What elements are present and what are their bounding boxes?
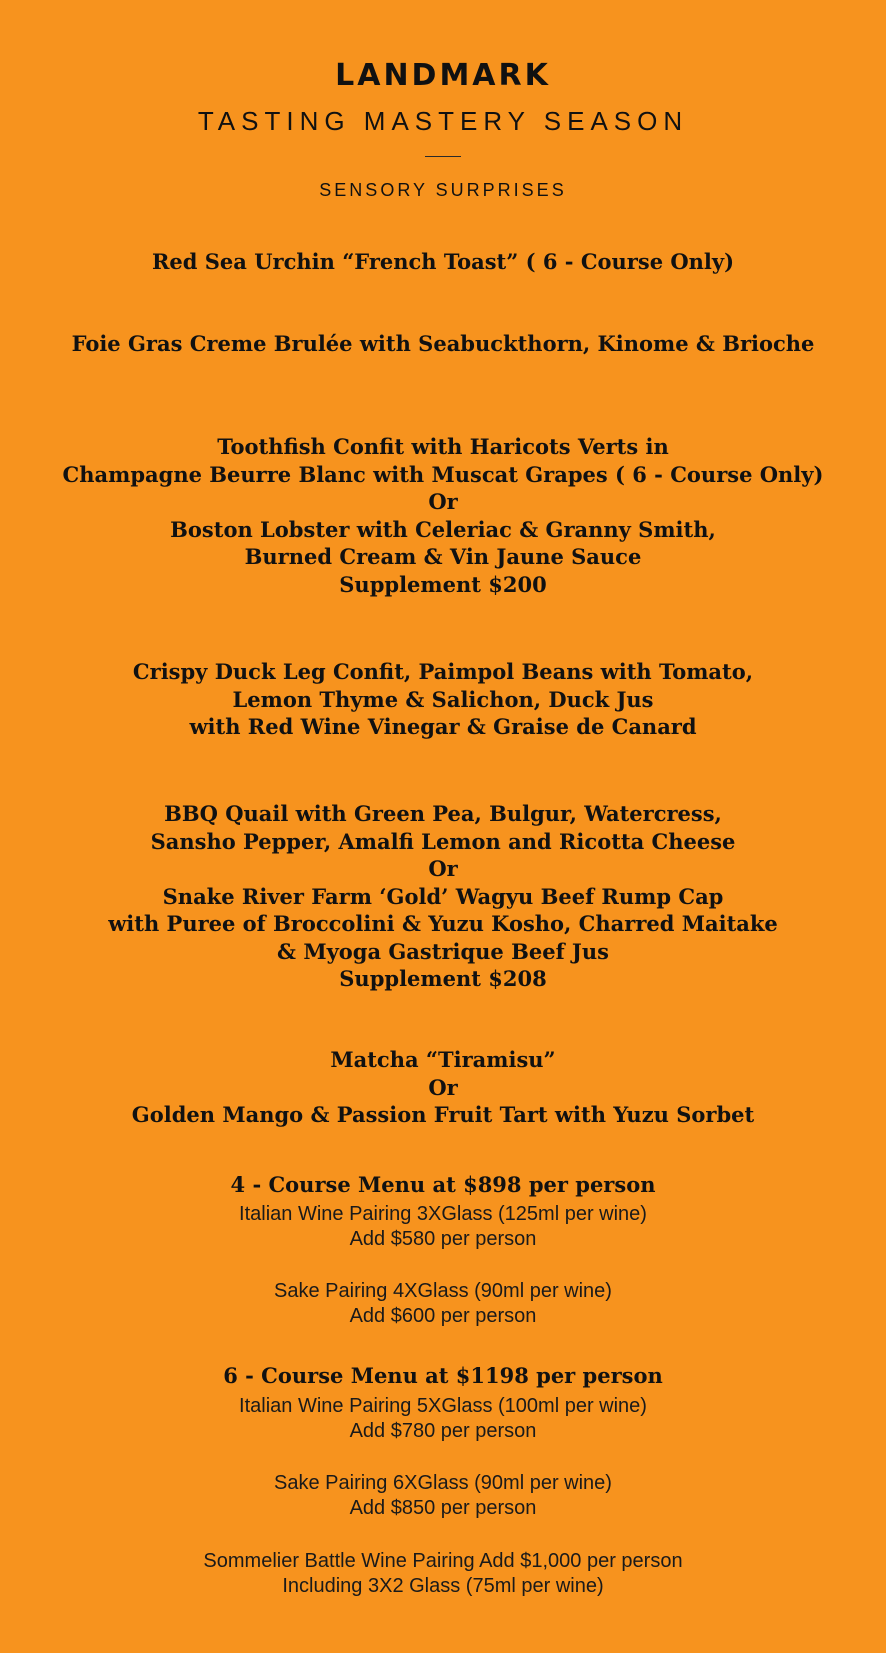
course-4 — [0, 658, 886, 741]
course-line: Burned Cream & Vin Jaune Sauce — [244, 544, 642, 569]
pairing-line: Sake Pairing 6XGlass (90ml per wine) — [274, 1472, 612, 1494]
course-line: Matcha “Tiramisu” — [330, 1047, 556, 1072]
pairing-line: Sake Pairing 4XGlass (90ml per wine) — [274, 1280, 612, 1302]
brand-title: LANDMARK — [335, 58, 551, 93]
course-line: Foie Gras Creme Brulée with Seabuckthorn, Kinome & Brioche — [71, 331, 815, 356]
course-line: Lemon Thyme & Salichon, Duck Jus — [232, 686, 654, 712]
course-2 — [0, 330, 886, 358]
pairing-line: Italian Wine Pairing 3XGlass (125ml per wine) — [239, 1203, 647, 1225]
pairing-price: Add $600 per person — [349, 1305, 537, 1327]
six-course-price: 6 - Course Menu at $1198 per person — [223, 1363, 663, 1388]
course-line: with Puree of Broccolini & Yuzu Kosho, Charred Maitake — [108, 911, 778, 936]
pairing-line: Italian Wine Pairing 5XGlass (100ml per wine) — [239, 1395, 647, 1417]
four-course-price: 4 - Course Menu at $898 per person — [230, 1172, 656, 1197]
pairing-price: Add $780 per person — [349, 1420, 537, 1442]
course-5 — [0, 800, 886, 993]
sommelier-pairing — [0, 1549, 886, 1599]
course-line: Toothfish Confit with Haricots Verts in — [217, 434, 669, 459]
course-line: Crispy Duck Leg Confit, Paimpol Beans with Tomato, — [132, 659, 754, 684]
course-supplement: Supplement $200 — [339, 571, 547, 597]
course-or: Or — [428, 1074, 458, 1100]
course-line: Red Sea Urchin “French Toast” ( 6 - Course Only) — [151, 249, 735, 274]
course-line: Champagne Beurre Blanc with Muscat Grapes ( 6 - Course Only) — [62, 461, 824, 487]
course-line: Golden Mango & Passion Fruit Tart with Yuzu Sorbet — [131, 1102, 755, 1127]
pairing-line: Sommelier Battle Wine Pairing Add $1,000 per person — [203, 1550, 683, 1572]
course-line: Sansho Pepper, Amalfi Lemon and Ricotta Cheese — [150, 828, 736, 854]
course-or: Or — [428, 856, 458, 881]
course-supplement: Supplement $208 — [339, 966, 547, 991]
menu-subtitle: SENSORY SURPRISES — [319, 180, 567, 200]
pairing-price: Add $580 per person — [349, 1228, 537, 1250]
pairing-price: Add $850 per person — [349, 1497, 537, 1519]
six-course-sake-pairing — [0, 1471, 886, 1521]
course-line: & Myoga Gastrique Beef Jus — [277, 938, 609, 964]
course-line: BBQ Quail with Green Pea, Bulgur, Watercress, — [164, 801, 722, 826]
course-or: Or — [428, 489, 458, 514]
course-line: Boston Lobster with Celeriac & Granny Smith, — [170, 516, 716, 542]
pairing-line: Including 3X2 Glass (75ml per wine) — [282, 1575, 604, 1597]
course-3 — [0, 433, 886, 598]
four-course-wine-pairing — [0, 1202, 886, 1252]
divider — [425, 156, 461, 157]
six-course-wine-pairing — [0, 1394, 886, 1444]
course-1 — [0, 248, 886, 276]
course-6 — [0, 1046, 886, 1129]
four-course-sake-pairing — [0, 1279, 886, 1329]
course-line: Snake River Farm ‘Gold’ Wagyu Beef Rump Cap — [162, 883, 724, 909]
season-title: TASTING MASTERY SEASON — [197, 106, 689, 136]
course-line: with Red Wine Vinegar & Graise de Canard — [189, 714, 697, 739]
